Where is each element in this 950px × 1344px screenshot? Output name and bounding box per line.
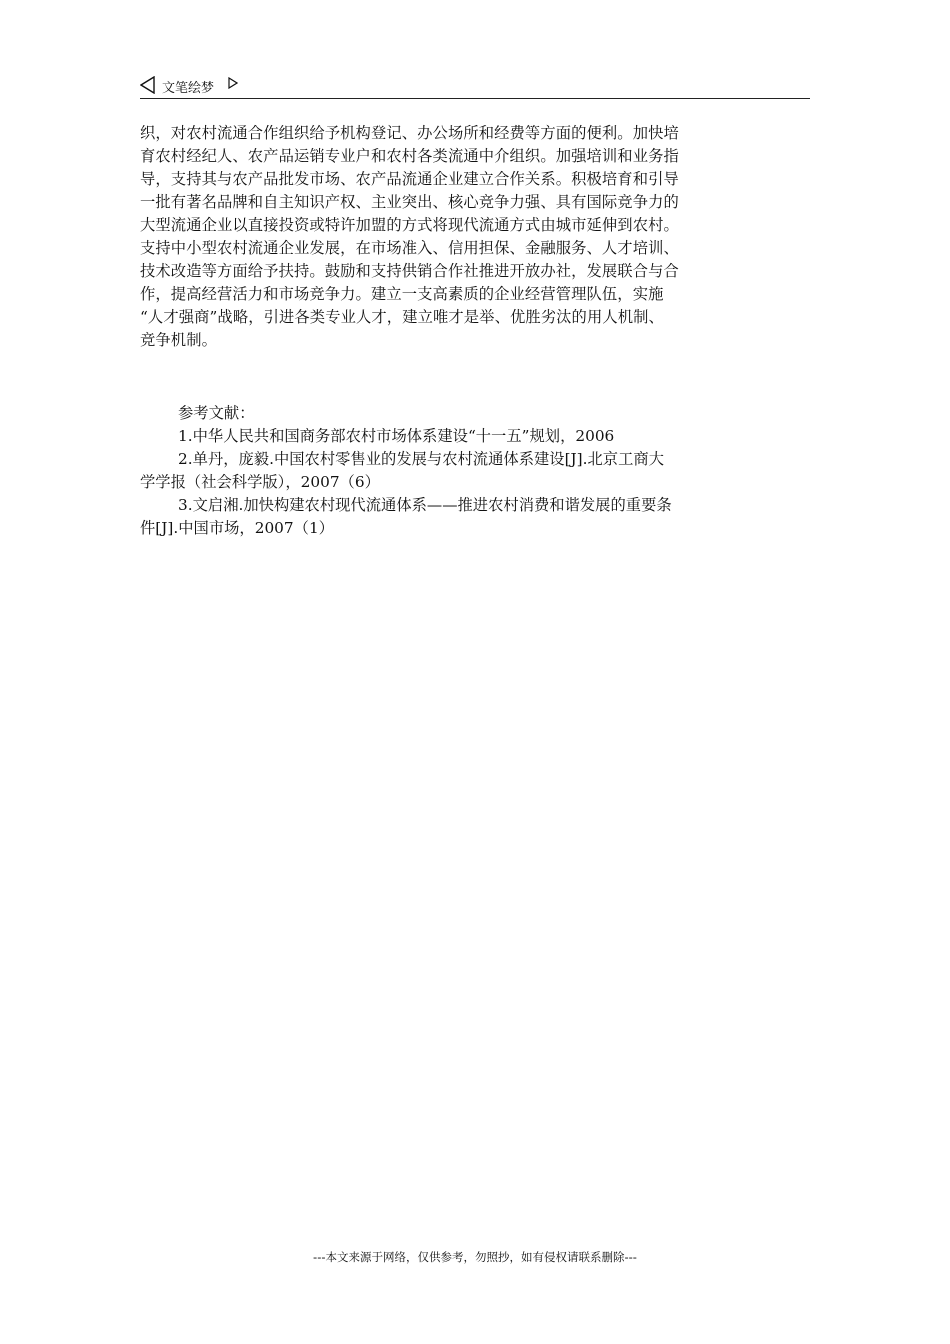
- reference-item: 1.中华人民共和国商务部农村市场体系建设“十一五”规划，2006: [178, 427, 615, 445]
- page-header: [140, 74, 810, 99]
- header-title: 文笔绘梦: [162, 81, 215, 96]
- reference-item: 3.文启湘.加快构建农村现代流通体系——推进农村消费和谐发展的重要条 件[J].中国市场，2007（1）: [140, 496, 672, 537]
- footer-notice: ---本文来源于网络，仅供参考，勿照抄，如有侵权请联系删除---: [313, 1250, 637, 1264]
- references-section: [140, 402, 812, 540]
- body-paragraph: 织，对农村流通合作组织给予机构登记、办公场所和经费等方面的便利。加快培 育农村经纪人、农产品运销专业户和农村各类流通中介组织。加强培训和业务指 导，支持其与农产品批发市场、农产品流通企业建立合作关系。积极培育和引导 一批有著名品牌和自主知识产权、主业突出、核心竞争力强、具有国际竞争力的 大型流通企业以直接投资或特许加盟的方式将现代流通方式由城市延伸到农村。 支持中小型农村流通企业发展，在市场准入、信用担保、金融服务、人才培训、 技术改造等方面给予扶持。鼓励和支持供销合作社推进开放办社，发展联合与合 作，提高经营活力和市场竞争力。建立一支高素质的企业经营管理队伍，实施 “人才强商”战略，引进各类专业人才，建立唯才是举、优胜劣汰的用人机制、 竞争机制。: [140, 124, 679, 349]
- left-triangle-icon: [140, 76, 156, 94]
- right-triangle-icon: [228, 77, 238, 89]
- reference-item: 2.单丹，庞毅.中国农村零售业的发展与农村流通体系建设[J].北京工商大 学学报（社会科学版），2007（6）: [140, 450, 664, 491]
- references-heading: 参考文献：: [178, 404, 255, 422]
